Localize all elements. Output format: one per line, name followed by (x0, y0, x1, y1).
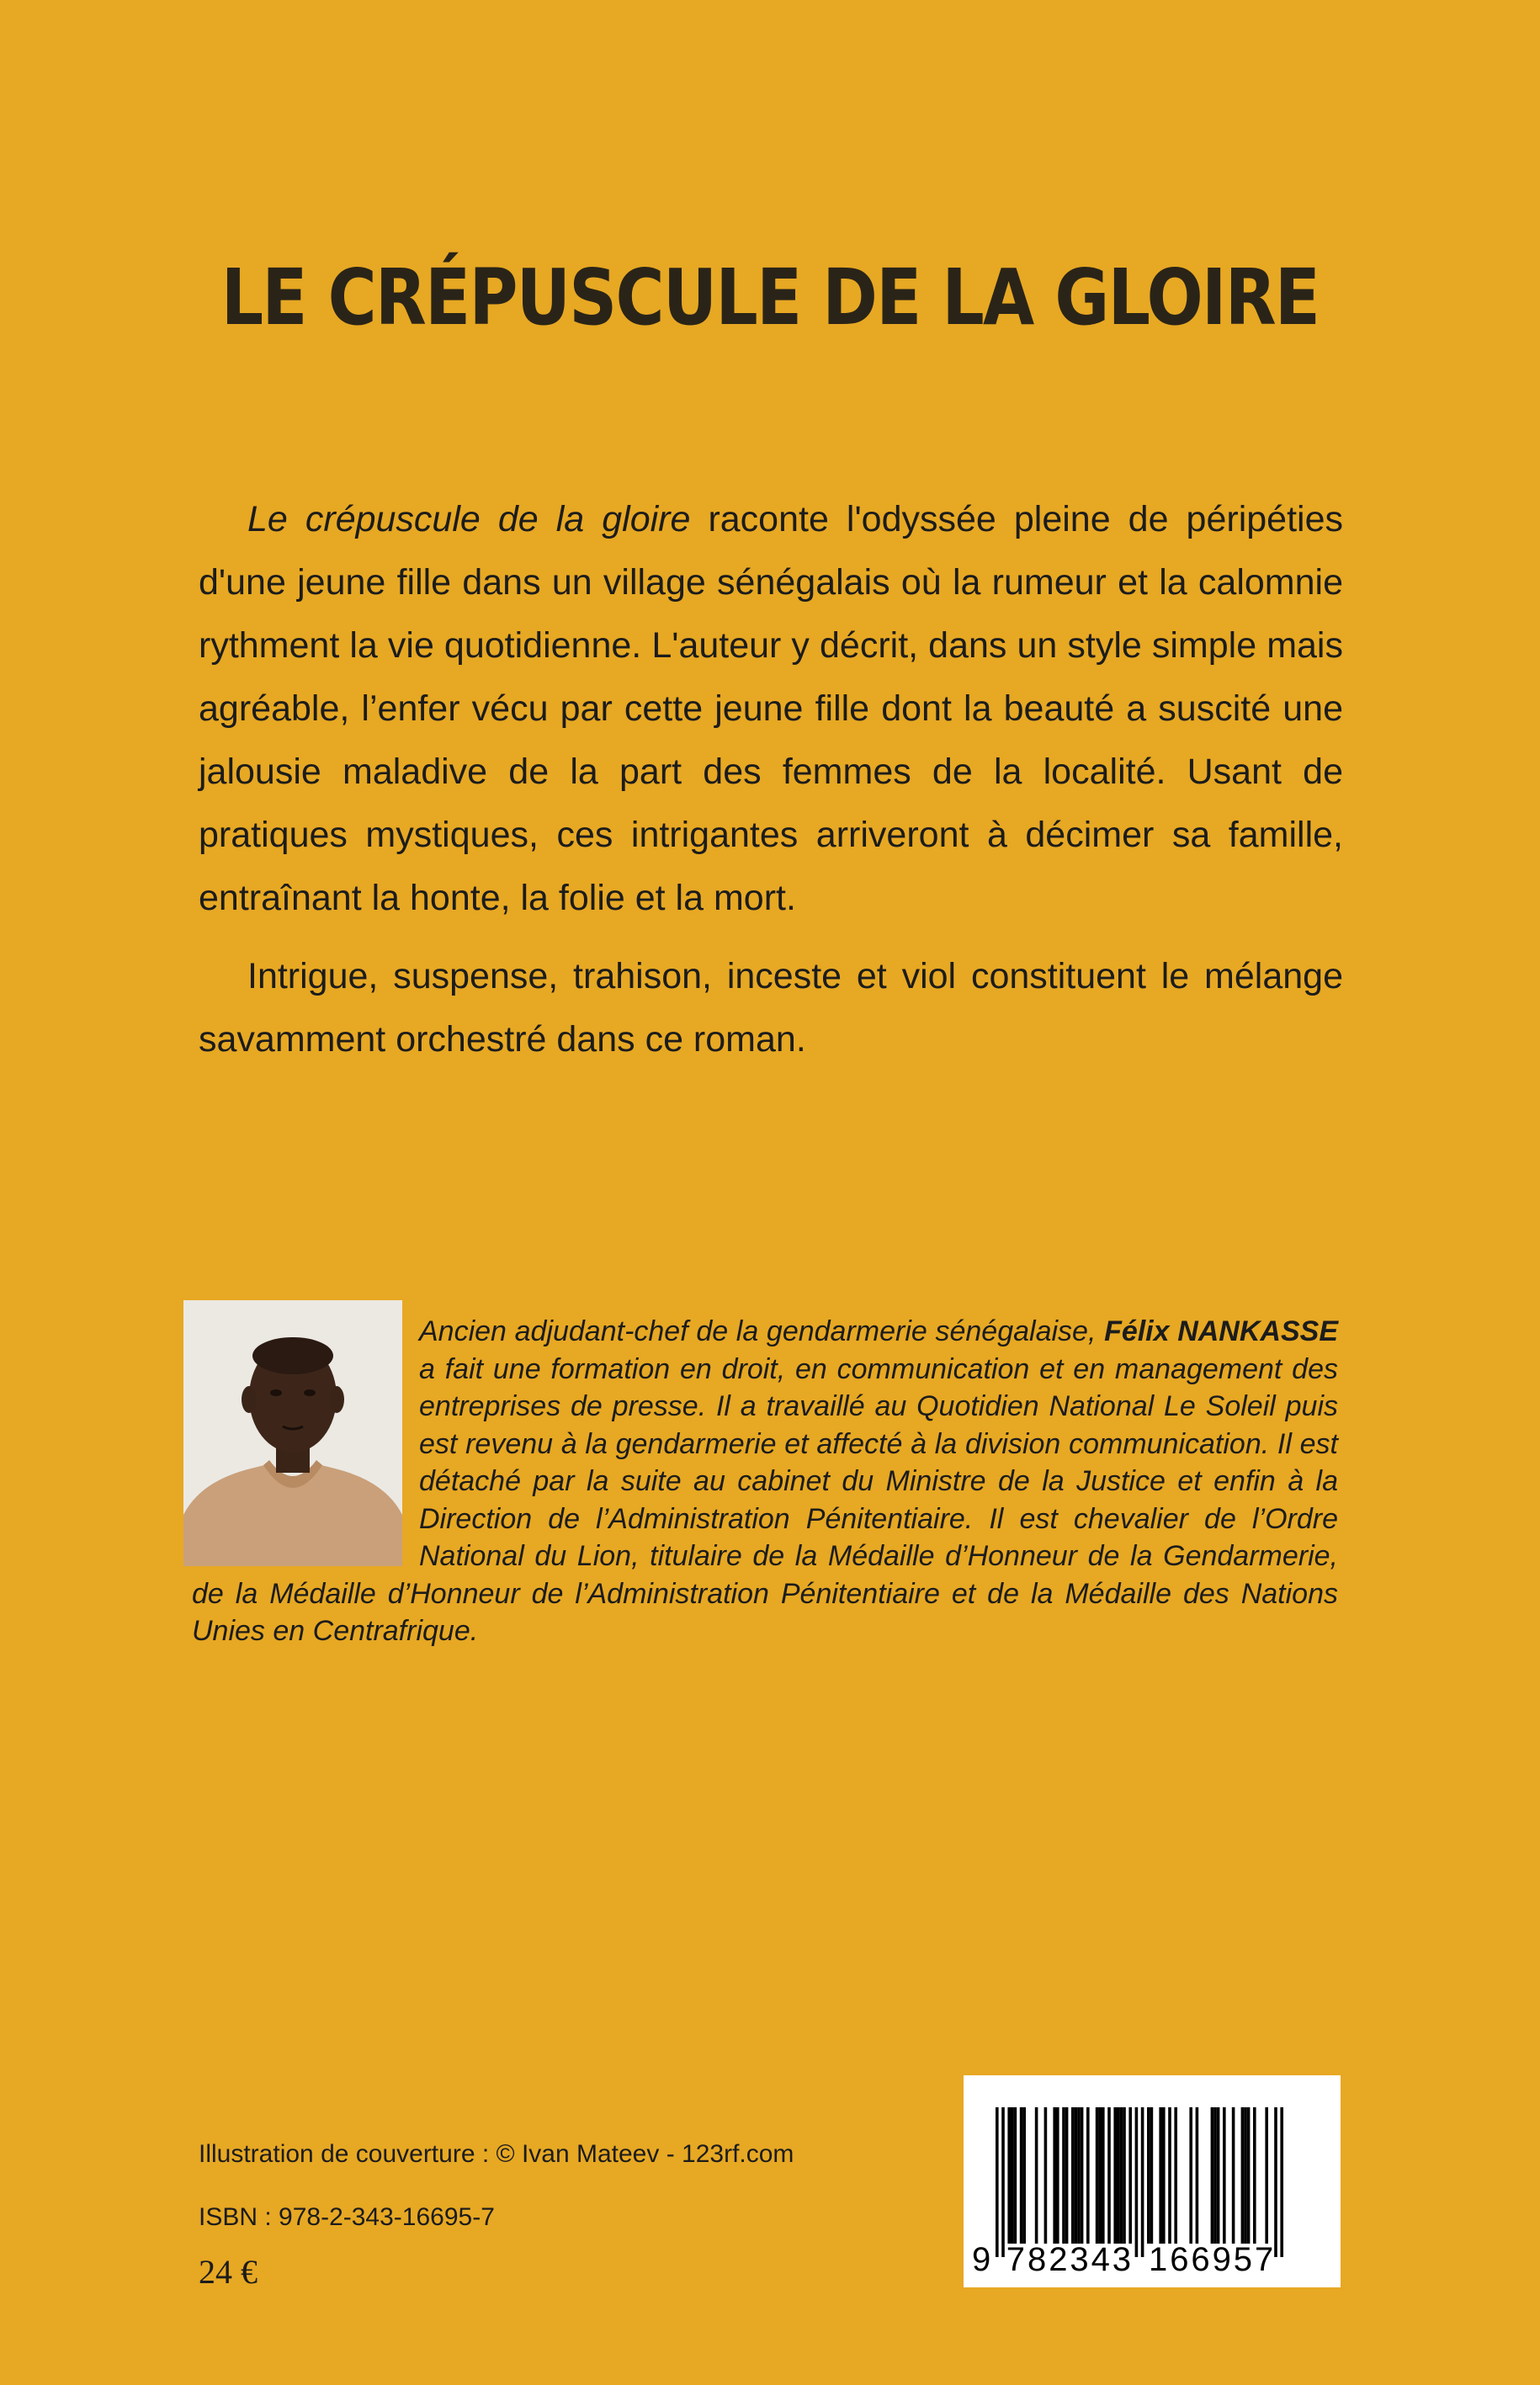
barcode-digit: 4 (1091, 2241, 1110, 2278)
barcode-icon (964, 2075, 1341, 2287)
barcode-bar (1098, 2107, 1102, 2244)
barcode-bar (1265, 2107, 1268, 2244)
barcode-bar (1062, 2107, 1065, 2244)
barcode-bar (1120, 2107, 1123, 2244)
barcode-bar (1159, 2107, 1162, 2244)
author-bio (192, 1313, 1338, 1650)
barcode-bar (1135, 2107, 1139, 2257)
barcode-bar (1086, 2107, 1090, 2244)
barcode-digit: 6 (1170, 2241, 1189, 2278)
barcode-bar (1150, 2107, 1154, 2244)
barcode-bar (1211, 2107, 1214, 2244)
barcode-bar (1056, 2107, 1059, 2244)
barcode-bar (1123, 2107, 1126, 2244)
barcode-bar (1071, 2107, 1075, 2244)
barcode-bar (1168, 2107, 1171, 2244)
barcode-bar (1223, 2107, 1226, 2244)
barcode-bar (1244, 2107, 1247, 2244)
barcode-bar (1011, 2107, 1014, 2244)
barcode-digit: 9 (1212, 2241, 1231, 2278)
barcode-bar (1196, 2107, 1199, 2244)
barcode-digit: 7 (1006, 2241, 1026, 2278)
barcode-digit: 2 (1049, 2241, 1068, 2278)
bio-text-start: Ancien adjudant-chef de la gendarmerie sénégalaise, (419, 1315, 1105, 1347)
barcode-bar (1007, 2107, 1011, 2244)
barcode-bar (1213, 2107, 1217, 2244)
barcode-bar (1241, 2107, 1245, 2244)
back-cover-blurb (199, 488, 1343, 1086)
barcode-bar (1189, 2107, 1192, 2244)
illustration-credit: Illustration de couverture : © Ivan Mateev - 123rf.com (199, 2140, 794, 2168)
barcode-digit: 6 (1191, 2241, 1210, 2278)
barcode-bar (1102, 2107, 1105, 2244)
barcode-bar (1141, 2107, 1144, 2257)
barcode-bar (1096, 2107, 1099, 2244)
barcode-bar (1280, 2107, 1283, 2257)
barcode-bar (1174, 2107, 1177, 2244)
bio-text-end: a fait une formation en droit, en communication et en management des entreprises de presse. Il a travaillé au Quotidien National Le Soleil puis est revenu à la gendarmerie et affecté à la division communication. Il est détaché par la suite au cabinet du Ministre de la Justice et enfin à la Direction de l’Administration Pénitentiaire. Il est chevalier de l’Ordre National du Lion, titulaire de la Médaille d’Honneur de la Gendarmerie, de la Médaille d’Honneur de l’Administration Pénitentiaire et de la Médaille des Nations Unies en Centrafrique. (192, 1352, 1338, 1647)
isbn-number: ISBN : 978-2-343-16695-7 (199, 2203, 495, 2231)
blurb-paragraph-1 (199, 488, 1343, 930)
barcode-bar (1075, 2107, 1078, 2244)
barcode-bar (1107, 2107, 1111, 2244)
barcode-bar (1217, 2107, 1220, 2244)
barcode-digit: 5 (1233, 2241, 1253, 2278)
barcode-digit: 7 (1255, 2241, 1274, 2278)
barcode-bar (1014, 2107, 1017, 2244)
barcode-bar (1117, 2107, 1120, 2244)
barcode-bar (1001, 2107, 1005, 2257)
barcode-bar (1020, 2107, 1023, 2244)
barcode-bar (996, 2107, 999, 2257)
photo-spacer (192, 1313, 419, 1565)
barcode-bar (1247, 2107, 1251, 2244)
barcode-bar (1147, 2107, 1150, 2244)
barcode (964, 2075, 1341, 2287)
barcode-bar (1065, 2107, 1069, 2244)
barcode-digit: 3 (1070, 2241, 1089, 2278)
barcode-bar (1113, 2107, 1117, 2244)
barcode-bar (1274, 2107, 1277, 2257)
barcode-bar (1128, 2107, 1132, 2244)
barcode-bar (1253, 2107, 1256, 2244)
barcode-bar (1053, 2107, 1056, 2244)
blurb-text-1: raconte l'odyssée pleine de péripéties d'une jeune fille dans un village sénégalais où la rumeur et la calomnie rythment la vie quotidienne. L'auteur y décrit, dans un style simple mais agréable, l’enfer vécu par cette jeune fille dont la beauté a suscité une jalousie maladive de la part des femmes de la localité. Usant de pratiques mystiques, ces intrigantes arriveront à décimer sa famille, entraînant la honte, la folie et la mort. (199, 499, 1343, 918)
barcode-bar (1022, 2107, 1026, 2244)
barcode-bar (1232, 2107, 1235, 2244)
barcode-bar (1081, 2107, 1084, 2244)
blurb-paragraph-2: Intrigue, suspense, trahison, inceste et viol constituent le mélange savamment orchestré dans ce roman. (199, 956, 1343, 1060)
barcode-digit: 8 (1028, 2241, 1047, 2278)
author-name: Félix NANKASSE (1104, 1315, 1339, 1347)
price-label: 24 € (199, 2253, 258, 2291)
barcode-bar (1162, 2107, 1166, 2244)
blurb-book-title: Le crépuscule de la gloire (247, 499, 691, 539)
book-title: LE CRÉPUSCULE DE LA GLOIRE (220, 252, 1320, 343)
barcode-digit: 1 (1149, 2241, 1168, 2278)
barcode-bar (1077, 2107, 1081, 2244)
barcode-bar (1044, 2107, 1048, 2244)
barcode-bar (1035, 2107, 1038, 2244)
barcode-digit: 3 (1112, 2241, 1132, 2278)
barcode-digit-first: 9 (972, 2241, 991, 2278)
